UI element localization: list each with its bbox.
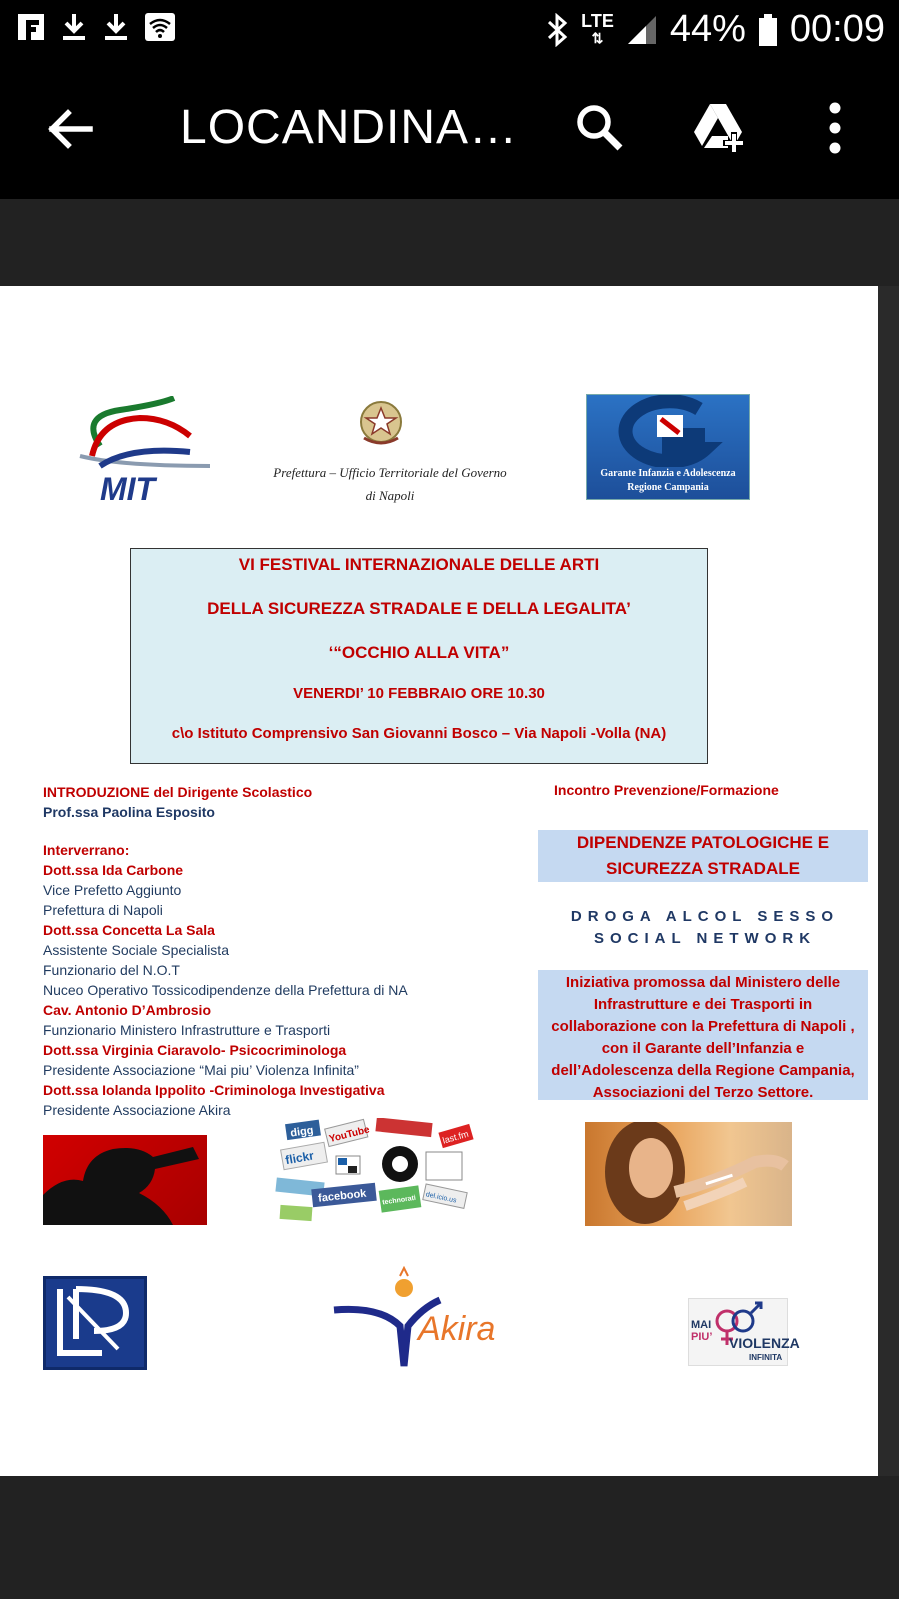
topics-list: DROGA ALCOL SESSO SOCIAL NETWORK: [570, 908, 840, 947]
incontro-label: Incontro Prevenzione/Formazione: [554, 782, 779, 798]
mai-piu-violenza-logo: MAI PIU’ VIOLENZA INFINITA: [688, 1298, 788, 1366]
flyer-page: [0, 286, 878, 1476]
download-icon: [102, 12, 130, 42]
akira-logo: Akira: [330, 1266, 490, 1368]
speaker-name: Cav. Antonio D’Ambrosio: [43, 1002, 211, 1018]
svg-text:technorati: technorati: [381, 1194, 417, 1207]
svg-text:facebook: facebook: [317, 1187, 367, 1205]
clock: 00:09: [789, 8, 885, 50]
italian-republic-emblem: [352, 400, 410, 448]
flipboard-icon: [16, 12, 46, 42]
speaker-name: Dott.ssa Virginia Ciaravolo- Psicocriminologa: [43, 1042, 347, 1058]
back-arrow-icon[interactable]: [44, 103, 96, 155]
garante-g-icon: [587, 395, 751, 467]
speaker-role: Funzionario del N.O.T: [43, 962, 180, 978]
document-title: LOCANDINA…: [180, 101, 519, 154]
festival-line-1: VI FESTIVAL INTERNAZIONALE DELLE ARTI: [238, 555, 600, 574]
speaker-role: Nuceo Operativo Tossicodipendenze della Prefettura di NA: [43, 982, 408, 998]
initiative-box: Iniziativa promossa dal Ministero delle Infrastrutture e dei Trasporti in collaborazione con la Prefettura di Napoli , con il Garante dell’Infanzia e dell’Adolescenza della Regione Campania, Associazioni del Terzo Settore.: [538, 970, 868, 1100]
festival-line-3: ‘“OCCHIO ALLA VITA”: [328, 643, 510, 662]
social-network-logos-image: [272, 1118, 482, 1226]
speaker-name: Dott.ssa Iolanda Ippolito -Criminologa Investigativa: [43, 1082, 385, 1098]
drinking-silhouette-image: [43, 1135, 207, 1225]
festival-title-box: [130, 548, 708, 764]
speaker-role: Presidente Associazione Akira: [43, 1102, 231, 1118]
battery-percent: 44%: [669, 8, 746, 50]
more-options-icon[interactable]: [820, 100, 850, 156]
speaker-role: Funzionario Ministero Infrastrutture e Trasporti: [43, 1022, 331, 1038]
viewer-margin: [878, 286, 899, 1476]
svg-text:digg: digg: [289, 1124, 315, 1140]
festival-venue: c\o Istituto Comprensivo San Giovanni Bosco – Via Napoli -Volla (NA): [171, 725, 667, 742]
svg-text:del.icio.us: del.icio.us: [425, 1191, 458, 1205]
app-toolbar: [0, 58, 899, 199]
speaker-role: Presidente Associazione “Mai piu’ Violenza Infinita”: [43, 1062, 359, 1078]
garante-logo: Garante Infanzia e Adolescenza Regione Campania: [586, 394, 750, 500]
svg-text:last.fm: last.fm: [441, 1128, 470, 1146]
svg-text:YouTube: YouTube: [328, 1124, 371, 1146]
festival-line-2: DELLA SICUREZZA STRADALE E DELLA LEGALITA’: [207, 599, 631, 618]
dipendenze-box: DIPENDENZE PATOLOGICHE E SICUREZZA STRADALE: [538, 830, 868, 882]
intro-block: INTRODUZIONE del Dirigente Scolastico Prof.ssa Paolina Esposito: [43, 784, 313, 820]
signal-icon: [626, 14, 658, 46]
svg-text:flickr: flickr: [284, 1148, 315, 1168]
prefettura-caption: Prefettura – Ufficio Territoriale del Governo di Napoli: [273, 465, 507, 503]
network-type: LTE ⇅: [581, 11, 614, 46]
speaker-role: Prefettura di Napoli: [43, 902, 163, 918]
svg-text:MIT: MIT: [100, 471, 156, 506]
speakers-list: [43, 840, 408, 1120]
speakers-heading: Interverrano:: [43, 842, 130, 858]
festival-date: VENERDI’ 10 FEBBRAIO ORE 10.30: [293, 685, 545, 702]
add-to-drive-icon[interactable]: [690, 102, 748, 154]
speaker-name: Dott.ssa Concetta La Sala: [43, 922, 215, 938]
lp-association-logo: [43, 1276, 147, 1370]
status-bar: [0, 0, 899, 58]
battery-icon: [758, 13, 778, 47]
speaker-role: Assistente Sociale Specialista: [43, 942, 229, 958]
speaker-role: Vice Prefetto Aggiunto: [43, 882, 182, 898]
download-icon: [60, 12, 88, 42]
speaker-name: Dott.ssa Ida Carbone: [43, 862, 184, 878]
search-icon[interactable]: [574, 102, 626, 154]
bluetooth-icon: [545, 13, 569, 47]
woman-refusing-cigarette-image: [585, 1122, 792, 1226]
mit-logo: [70, 396, 220, 506]
wifi-icon: [144, 12, 176, 42]
